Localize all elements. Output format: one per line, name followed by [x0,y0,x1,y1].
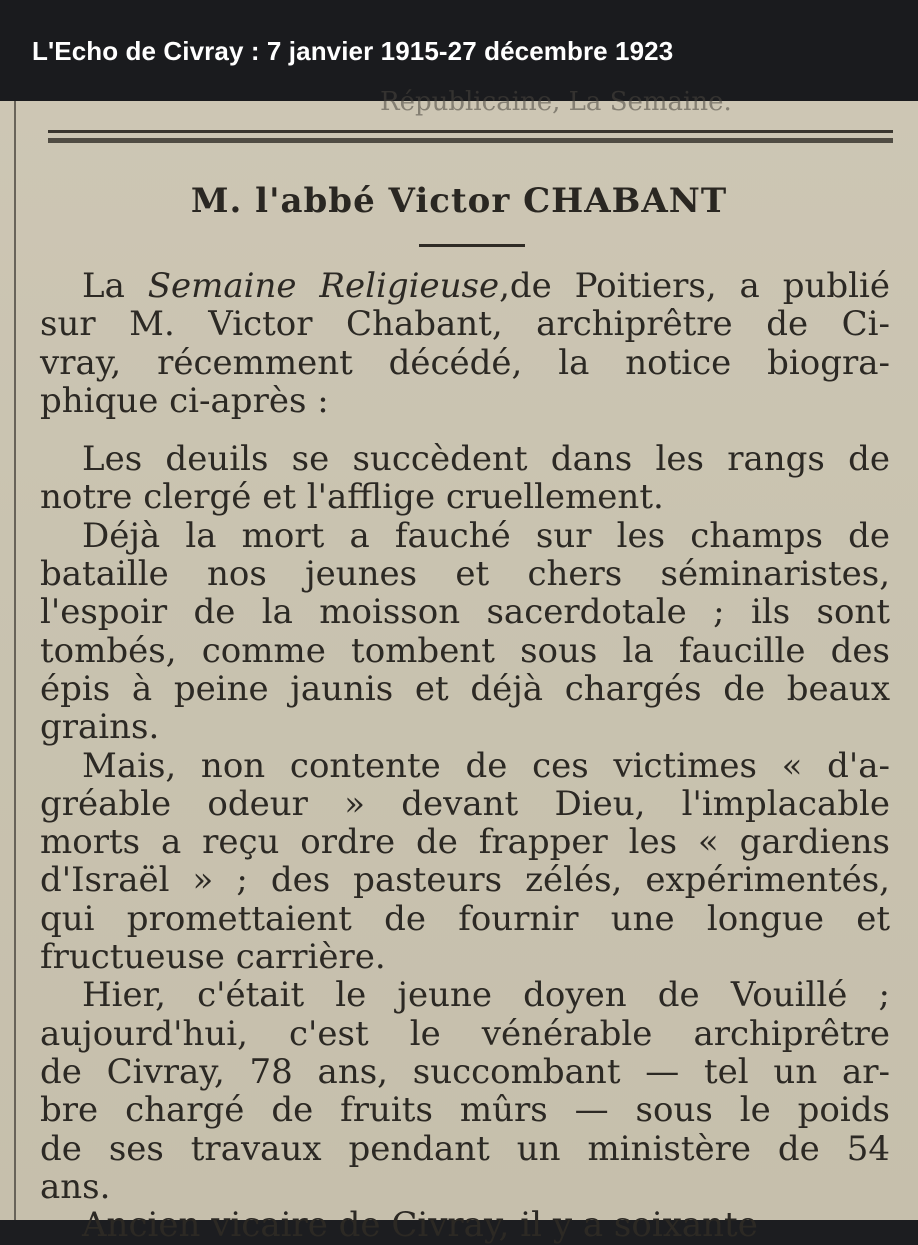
article-line: bre chargé de fruits mûrs — sous le poids [40,1090,890,1131]
article-line: ans. [40,1166,111,1207]
article-line: morts a reçu ordre de frapper les « gardiens [40,822,890,863]
article-line: Hier, c'était le jeune doyen de Vouillé ; [82,975,890,1016]
article-line: de Civray, 78 ans, succombant — tel un ar- [40,1051,890,1092]
article-line: l'espoir de la moisson sacerdotale ; ils sont [40,592,890,633]
cut-off-previous-line: Républicaine, La Semaine. [380,87,732,117]
article-line: notre clergé et l'afflige cruellement. [40,477,664,518]
article-line: tombés, comme tombent sous la faucille des [40,630,890,671]
article-line: phique ci-après : [40,380,329,421]
publication-name: Semaine Religieuse [147,266,500,306]
article-line: vray, récemment décédé, la notice biogra- [40,342,890,383]
article-line: La Semaine Religieuse,de Poitiers, a publié [82,266,890,306]
article-line: fructueuse carrière. [40,937,386,978]
article-line: sur M. Victor Chabant, archiprêtre de Ci- [40,304,890,345]
window-title: L'Echo de Civray : 7 janvier 1915-27 décembre 1923 [32,36,674,66]
window-title-bar [0,0,918,101]
article-line: grains. [40,707,160,748]
article-line: de ses travaux pendant un ministère de 54 [40,1128,890,1169]
article-line: aujourd'hui, c'est le vénérable archiprêtre [40,1013,890,1054]
column-divider [14,101,16,1220]
article-body [40,267,890,1206]
heading-underline [419,244,525,247]
article-line: d'Israël » ; des pasteurs zélés, expérimentés, [40,860,890,901]
newspaper-scan [0,87,918,1245]
article-line: gréable odeur » devant Dieu, l'implacable [40,783,890,824]
article-line: qui promettaient de fournir une longue et [40,898,890,939]
article-line: Mais, non contente de ces victimes « d'a- [82,745,890,786]
article-line: Déjà la mort a fauché sur les champs de [82,515,890,556]
article-line: épis à peine jaunis et déjà chargés de beaux [40,668,890,709]
article-heading: M. l'abbé Victor CHABANT [190,181,728,221]
article-line: Les deuils se succèdent dans les rangs de [82,439,890,480]
article-line: bataille nos jeunes et chers séminaristes, [40,554,890,595]
section-separator-rule [48,130,893,145]
cut-off-next-line: Ancien vicaire de Civray, il y a soixante [82,1205,758,1245]
